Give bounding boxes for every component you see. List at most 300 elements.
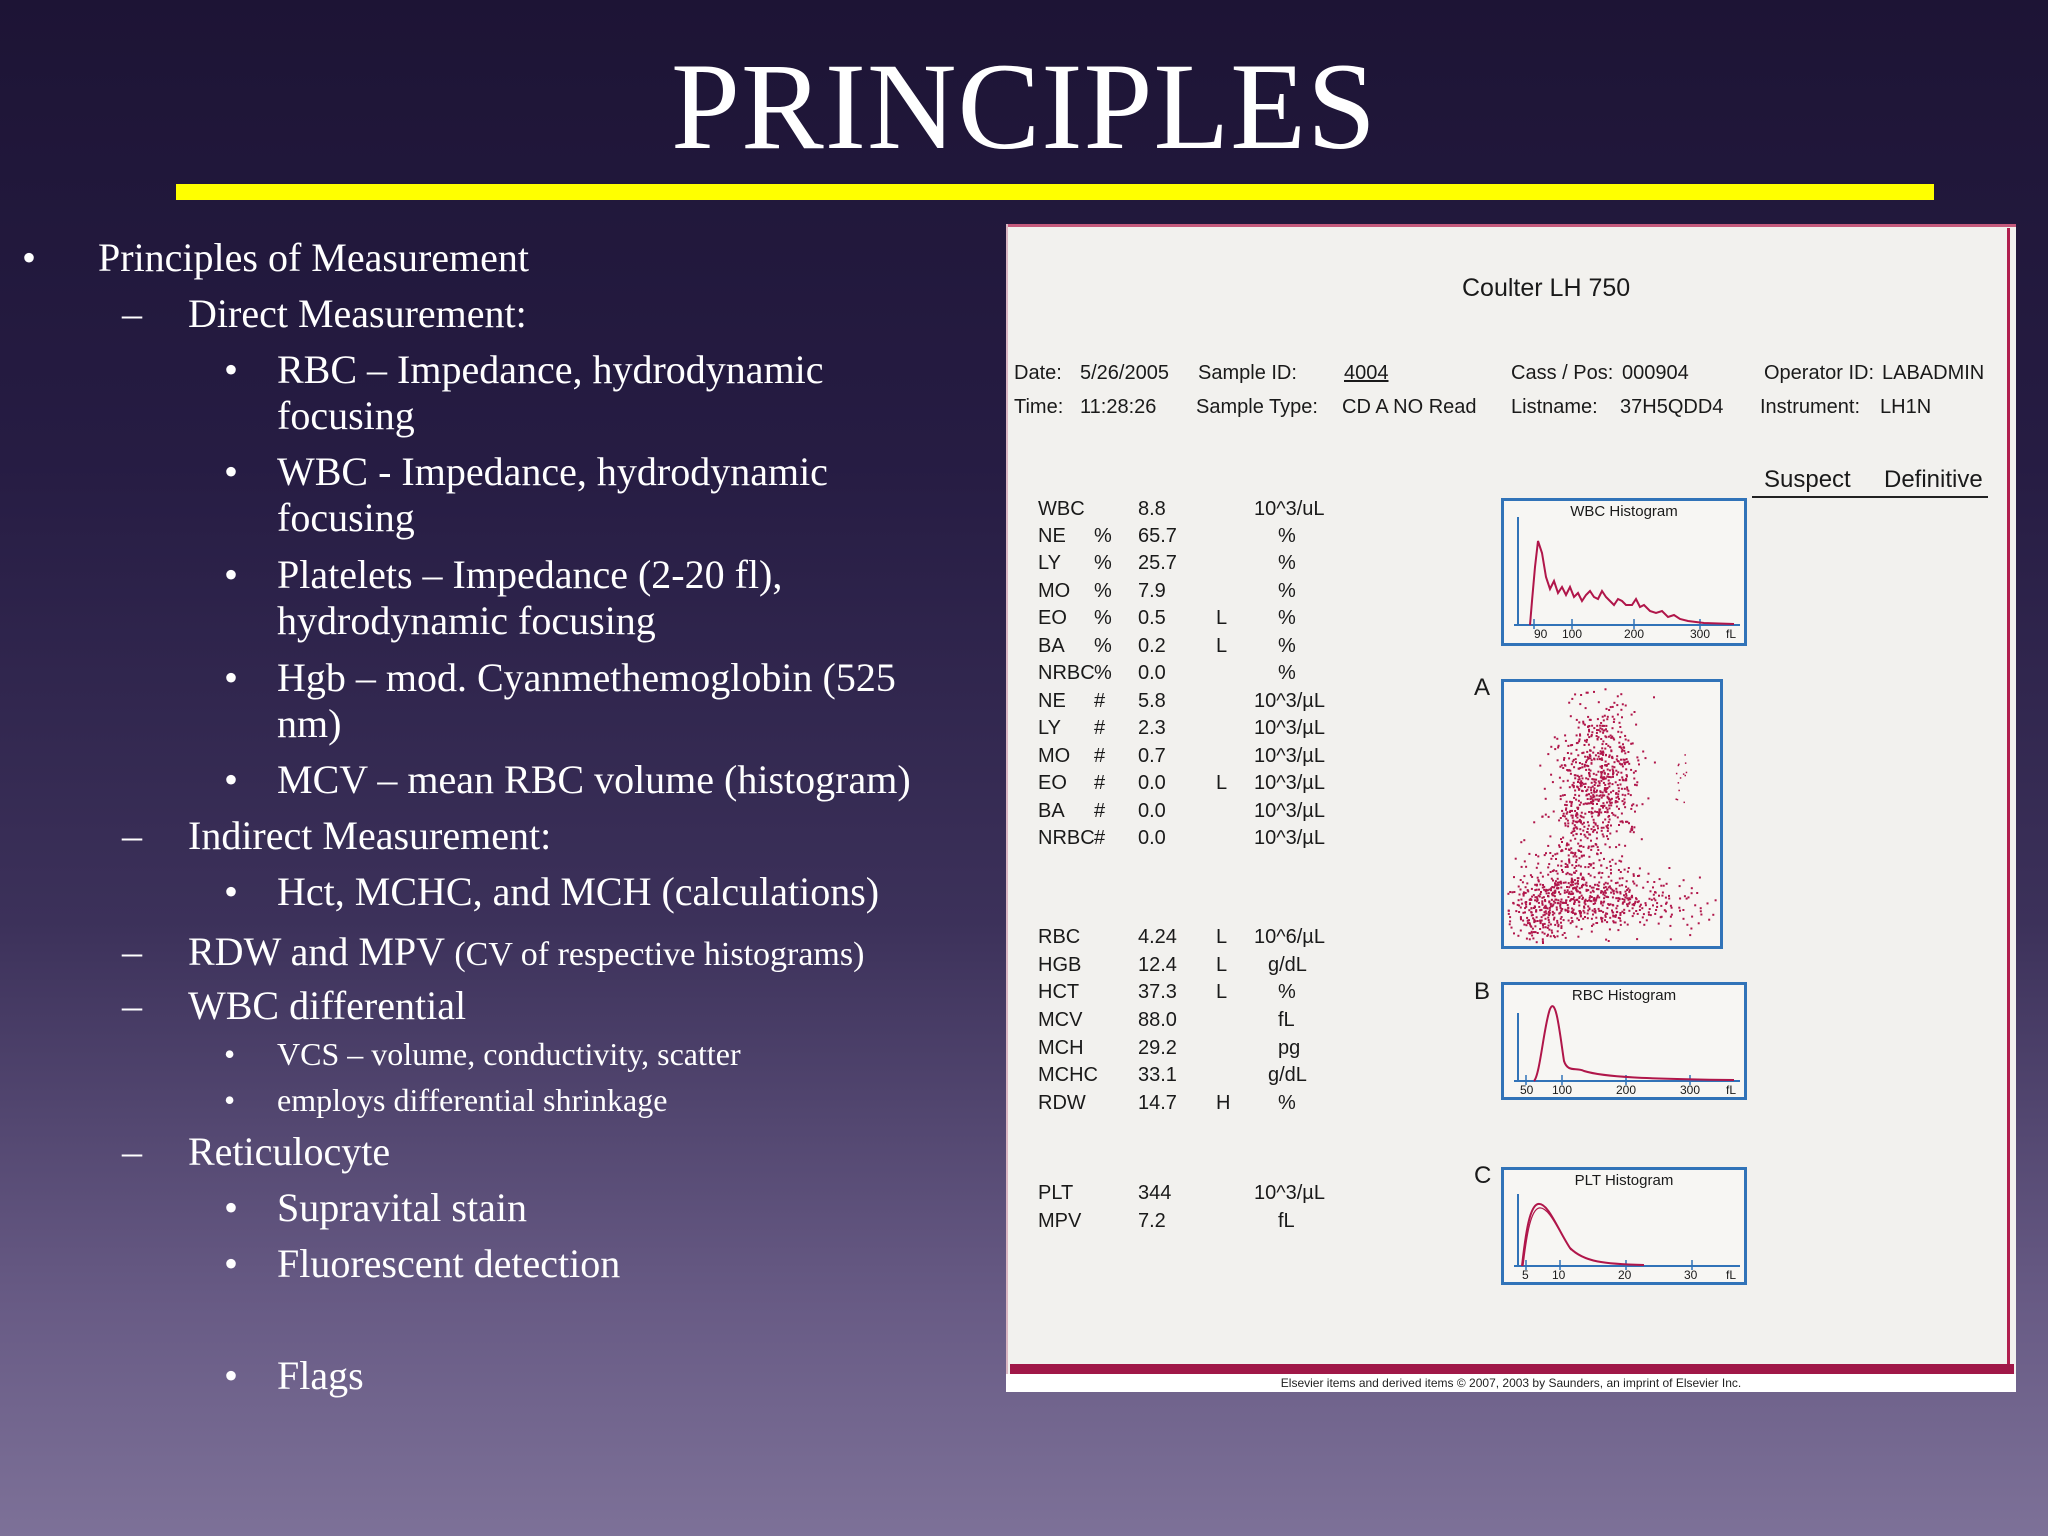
scatter-dot bbox=[1550, 889, 1552, 891]
scatter-dot bbox=[1588, 899, 1590, 901]
scatter-dot bbox=[1560, 927, 1562, 929]
result-sub: # bbox=[1094, 690, 1106, 712]
scatter-dot bbox=[1562, 815, 1564, 817]
scatter-dot bbox=[1587, 778, 1589, 780]
scatter-dot bbox=[1548, 816, 1550, 818]
scatter-dot bbox=[1575, 870, 1577, 872]
result-flag: L bbox=[1216, 981, 1228, 1003]
scatter-dot bbox=[1616, 905, 1618, 907]
scatter-dot bbox=[1570, 715, 1572, 717]
bullet-mark: • bbox=[224, 1082, 236, 1118]
scatter-dot bbox=[1581, 775, 1583, 777]
scatter-dot bbox=[1601, 827, 1603, 829]
scatter-dot bbox=[1642, 916, 1644, 918]
scatter-dot bbox=[1600, 903, 1602, 905]
scatter-dot bbox=[1609, 746, 1611, 748]
scatter-dot bbox=[1605, 764, 1607, 766]
scatter-dot bbox=[1561, 916, 1563, 918]
scatter-dot bbox=[1539, 896, 1541, 898]
scatter-dot bbox=[1570, 852, 1572, 854]
scatter-dot bbox=[1604, 819, 1606, 821]
scatter-dot bbox=[1621, 820, 1623, 822]
scatter-dot bbox=[1639, 921, 1641, 923]
scatter-dot bbox=[1591, 816, 1593, 818]
scatter-dot bbox=[1639, 867, 1641, 869]
scatter-dot bbox=[1578, 788, 1580, 790]
scatter-dot bbox=[1555, 880, 1557, 882]
scatter-dot bbox=[1635, 770, 1637, 772]
scatter-dot bbox=[1602, 904, 1604, 906]
scatter-dot bbox=[1617, 796, 1619, 798]
scatter-dot bbox=[1539, 893, 1541, 895]
scatter-dot bbox=[1616, 774, 1618, 776]
scatter-dot bbox=[1582, 897, 1584, 899]
scatter-dot bbox=[1525, 886, 1527, 888]
scatter-dot bbox=[1523, 924, 1525, 926]
scatter-dot bbox=[1572, 822, 1574, 824]
scatter-dot bbox=[1551, 899, 1553, 901]
scatter-dot bbox=[1615, 846, 1617, 848]
scatter-dot bbox=[1558, 819, 1560, 821]
scatter-dot bbox=[1546, 913, 1548, 915]
vcs-scatterplot bbox=[1501, 679, 1723, 949]
scatter-dot bbox=[1521, 866, 1523, 868]
scatter-dot bbox=[1612, 772, 1614, 774]
scatter-dot bbox=[1622, 877, 1624, 879]
scatter-dot bbox=[1602, 911, 1604, 913]
scatter-dot bbox=[1592, 786, 1594, 788]
scatter-dot bbox=[1608, 786, 1610, 788]
scatter-dot bbox=[1552, 894, 1554, 896]
scatter-dot bbox=[1578, 795, 1580, 797]
scatter-dot bbox=[1627, 740, 1629, 742]
scatter-dot bbox=[1583, 907, 1585, 909]
scatter-dot bbox=[1547, 917, 1549, 919]
scatter-dot bbox=[1666, 902, 1668, 904]
scatter-dot bbox=[1618, 824, 1620, 826]
scatter-dot bbox=[1633, 875, 1635, 877]
tick-label: fL bbox=[1726, 1268, 1737, 1282]
scatter-dot bbox=[1633, 873, 1635, 875]
scatter-dot bbox=[1571, 763, 1573, 765]
result-unit: 10^3/uL bbox=[1254, 498, 1325, 520]
scatter-dot bbox=[1601, 759, 1603, 761]
scatter-dot bbox=[1604, 811, 1606, 813]
scatter-dot bbox=[1632, 803, 1634, 805]
scatter-dot bbox=[1625, 762, 1627, 764]
scatter-dot bbox=[1577, 883, 1579, 885]
result-name: RBC bbox=[1038, 926, 1081, 948]
rbc-distribution-curve bbox=[1534, 1006, 1734, 1081]
scatter-dot bbox=[1577, 843, 1579, 845]
scatter-dot bbox=[1617, 695, 1619, 697]
scatter-dot bbox=[1598, 780, 1600, 782]
scatter-dot bbox=[1648, 911, 1650, 913]
scatter-dot bbox=[1598, 885, 1600, 887]
scatter-dot bbox=[1590, 789, 1592, 791]
scatter-dot bbox=[1628, 903, 1630, 905]
scatter-dot bbox=[1563, 813, 1565, 815]
scatter-dot bbox=[1619, 722, 1621, 724]
scatter-dot bbox=[1561, 869, 1563, 871]
scatter-dot bbox=[1611, 910, 1613, 912]
scatter-dot bbox=[1600, 917, 1602, 919]
result-value: 0.7 bbox=[1138, 745, 1166, 767]
scatter-dot bbox=[1604, 805, 1606, 807]
scatter-dot bbox=[1573, 828, 1575, 830]
scatter-dot bbox=[1572, 831, 1574, 833]
scatter-dot bbox=[1560, 922, 1562, 924]
scatter-dot bbox=[1690, 928, 1692, 930]
scatter-dot bbox=[1604, 787, 1606, 789]
sample-id-value: 4004 bbox=[1344, 362, 1389, 384]
scatter-dot bbox=[1586, 794, 1588, 796]
scatter-dot bbox=[1627, 924, 1629, 926]
scatter-dot bbox=[1567, 825, 1569, 827]
scatter-dot bbox=[1570, 899, 1572, 901]
scatter-dot bbox=[1572, 884, 1574, 886]
scatter-dot bbox=[1594, 910, 1596, 912]
scatter-dot bbox=[1620, 871, 1622, 873]
scatter-dot bbox=[1509, 920, 1511, 922]
scatter-dot bbox=[1700, 907, 1702, 909]
scatter-dot bbox=[1544, 933, 1546, 935]
scatter-dot bbox=[1655, 909, 1657, 911]
scatter-dot bbox=[1623, 798, 1625, 800]
scatter-dot bbox=[1574, 693, 1576, 695]
scatter-dot bbox=[1610, 706, 1612, 708]
scatter-dot bbox=[1610, 799, 1612, 801]
scatter-dot bbox=[1598, 910, 1600, 912]
scatter-dot bbox=[1617, 882, 1619, 884]
scatter-dot bbox=[1592, 831, 1594, 833]
scatter-dot bbox=[1638, 900, 1640, 902]
scatter-dot bbox=[1565, 899, 1567, 901]
scatter-dot bbox=[1662, 892, 1664, 894]
copyright-notice: Elsevier items and derived items © 2007, 2003 by Saunders, an imprint of Elsevier Inc. bbox=[1006, 1374, 2016, 1392]
scatter-dot bbox=[1584, 916, 1586, 918]
scatter-dot bbox=[1536, 941, 1538, 943]
scatter-dot bbox=[1542, 940, 1544, 942]
scatter-dot bbox=[1615, 914, 1617, 916]
scatter-dot bbox=[1585, 777, 1587, 779]
scatter-dot bbox=[1585, 761, 1587, 763]
result-unit: 10^3/µL bbox=[1254, 1182, 1325, 1204]
scatter-dot bbox=[1565, 825, 1567, 827]
scatter-dot bbox=[1537, 899, 1539, 901]
scatter-dot bbox=[1633, 912, 1635, 914]
scatter-dot bbox=[1557, 759, 1559, 761]
scatter-dot bbox=[1592, 890, 1594, 892]
scatter-dot bbox=[1610, 776, 1612, 778]
scatter-dot bbox=[1618, 808, 1620, 810]
slide-title: PRINCIPLES bbox=[671, 38, 1377, 175]
scatter-dot bbox=[1511, 891, 1513, 893]
report-frame-bottom bbox=[1010, 1364, 2014, 1374]
scatter-dot bbox=[1579, 778, 1581, 780]
scatter-dot bbox=[1565, 818, 1567, 820]
scatter-dot bbox=[1581, 782, 1583, 784]
scatter-dot bbox=[1619, 779, 1621, 781]
scatter-dot bbox=[1562, 871, 1564, 873]
scatter-dot bbox=[1620, 821, 1622, 823]
scatter-dot bbox=[1574, 867, 1576, 869]
scatter-dot bbox=[1548, 925, 1550, 927]
result-name: RDW bbox=[1038, 1092, 1086, 1114]
scatter-dot bbox=[1604, 772, 1606, 774]
scatter-dot bbox=[1623, 912, 1625, 914]
scatter-dot bbox=[1649, 898, 1651, 900]
result-value: 0.2 bbox=[1138, 635, 1166, 657]
scatter-dot bbox=[1592, 801, 1594, 803]
scatter-dot bbox=[1603, 719, 1605, 721]
scatter-dot bbox=[1574, 879, 1576, 881]
scatter-dot bbox=[1517, 935, 1519, 937]
scatter-dot bbox=[1620, 861, 1622, 863]
result-value: 8.8 bbox=[1138, 498, 1166, 520]
scatter-dot bbox=[1544, 788, 1546, 790]
tick-label: 300 bbox=[1690, 627, 1711, 641]
scatter-dot bbox=[1574, 838, 1576, 840]
result-unit: fL bbox=[1278, 1009, 1295, 1031]
scatter-dot bbox=[1626, 880, 1628, 882]
scatter-dot bbox=[1571, 698, 1573, 700]
scatter-dot bbox=[1612, 727, 1614, 729]
scatter-dot bbox=[1590, 891, 1592, 893]
bullet-wbc-diff: WBC differential bbox=[188, 983, 467, 1028]
scatter-dot bbox=[1592, 807, 1594, 809]
scatter-dot bbox=[1612, 706, 1614, 708]
bullet-wbc-cont: focusing bbox=[277, 495, 415, 540]
result-name: MO bbox=[1038, 745, 1071, 767]
scatter-dot bbox=[1599, 725, 1601, 727]
scatter-dot bbox=[1604, 715, 1606, 717]
scatter-dot bbox=[1625, 886, 1627, 888]
scatter-dot bbox=[1617, 929, 1619, 931]
scatter-dot bbox=[1575, 799, 1577, 801]
scatter-dot bbox=[1613, 739, 1615, 741]
scatter-dot bbox=[1624, 752, 1626, 754]
scatter-dot bbox=[1653, 696, 1655, 698]
bullet-hgb: Hgb – mod. Cyanmethemoglobin (525 bbox=[277, 655, 896, 700]
scatter-dot bbox=[1550, 858, 1552, 860]
scatter-dot bbox=[1565, 902, 1567, 904]
operator-label: Operator ID: bbox=[1764, 362, 1875, 384]
scatter-dot bbox=[1522, 912, 1524, 914]
scatter-dot bbox=[1552, 781, 1554, 783]
scatter-dot bbox=[1567, 896, 1569, 898]
scatter-dot bbox=[1581, 895, 1583, 897]
scatter-dot bbox=[1620, 924, 1622, 926]
scatter-dot bbox=[1607, 903, 1609, 905]
scatter-dot bbox=[1572, 820, 1574, 822]
scatter-dot bbox=[1575, 815, 1577, 817]
scatter-dot bbox=[1587, 900, 1589, 902]
scatter-dot bbox=[1591, 900, 1593, 902]
scatter-dot bbox=[1579, 703, 1581, 705]
scatter-dot bbox=[1606, 913, 1608, 915]
scatter-dot bbox=[1600, 722, 1602, 724]
scatter-dot bbox=[1557, 887, 1559, 889]
scatter-dot bbox=[1594, 884, 1596, 886]
result-value: 0.0 bbox=[1138, 827, 1166, 849]
scatter-dot bbox=[1558, 913, 1560, 915]
bullet-list bbox=[0, 0, 980, 1536]
scatter-dot bbox=[1602, 794, 1604, 796]
scatter-dot bbox=[1618, 742, 1620, 744]
scatter-dot bbox=[1545, 852, 1547, 854]
wbc-distribution-curve bbox=[1530, 541, 1734, 625]
scatter-dot bbox=[1660, 885, 1662, 887]
scatter-dot bbox=[1651, 899, 1653, 901]
scatter-dot bbox=[1638, 763, 1640, 765]
scatter-dot bbox=[1528, 853, 1530, 855]
scatter-dot bbox=[1590, 750, 1592, 752]
scatter-dot bbox=[1622, 743, 1624, 745]
scatter-dot bbox=[1588, 866, 1590, 868]
scatter-dot bbox=[1593, 773, 1595, 775]
scatter-dot bbox=[1610, 892, 1612, 894]
scatter-dot bbox=[1652, 886, 1654, 888]
bullet-mark: • bbox=[224, 1241, 239, 1286]
scatter-dot bbox=[1600, 805, 1602, 807]
scatter-dot bbox=[1612, 911, 1614, 913]
scatter-dot bbox=[1548, 913, 1550, 915]
scatter-dot bbox=[1624, 845, 1626, 847]
scatter-dot bbox=[1658, 895, 1660, 897]
scatter-dot bbox=[1565, 873, 1567, 875]
scatter-dot bbox=[1574, 872, 1576, 874]
scatter-dot bbox=[1530, 874, 1532, 876]
scatter-dot bbox=[1571, 882, 1573, 884]
scatter-dot bbox=[1632, 907, 1634, 909]
scatter-dot bbox=[1680, 777, 1682, 779]
scatter-dot bbox=[1543, 896, 1545, 898]
scatter-dot bbox=[1560, 865, 1562, 867]
scatter-dot bbox=[1599, 731, 1601, 733]
scatter-dot bbox=[1643, 913, 1645, 915]
scatter-dot bbox=[1585, 783, 1587, 785]
result-unit: % bbox=[1278, 580, 1296, 602]
scatter-dot bbox=[1599, 859, 1601, 861]
scatter-dot bbox=[1573, 856, 1575, 858]
scatter-dot bbox=[1629, 889, 1631, 891]
scatter-dot bbox=[1613, 766, 1615, 768]
scatter-dot bbox=[1708, 919, 1710, 921]
report-frame-right bbox=[2007, 228, 2010, 1378]
scatter-dot bbox=[1539, 765, 1541, 767]
scatter-dot bbox=[1602, 821, 1604, 823]
scatter-dot bbox=[1605, 778, 1607, 780]
result-unit: 10^6/µL bbox=[1254, 926, 1325, 948]
scatter-dot bbox=[1564, 909, 1566, 911]
result-unit: 10^3/µL bbox=[1254, 800, 1325, 822]
suspect-label: Suspect bbox=[1764, 466, 1851, 493]
scatter-dot bbox=[1542, 926, 1544, 928]
bullet-hgb-cont: nm) bbox=[277, 701, 342, 746]
scatter-dot bbox=[1623, 909, 1625, 911]
scatter-dot bbox=[1541, 900, 1543, 902]
scatter-dot bbox=[1624, 921, 1626, 923]
scatter-dot bbox=[1573, 782, 1575, 784]
scatter-dot bbox=[1616, 806, 1618, 808]
scatter-dot bbox=[1630, 794, 1632, 796]
scatter-dot bbox=[1592, 923, 1594, 925]
scatter-dot bbox=[1580, 874, 1582, 876]
scatter-dot bbox=[1568, 882, 1570, 884]
tick-label: 30 bbox=[1684, 1268, 1698, 1282]
scatter-dot bbox=[1561, 849, 1563, 851]
scatter-dot bbox=[1597, 853, 1599, 855]
result-sub: % bbox=[1094, 607, 1112, 629]
scatter-dot bbox=[1531, 935, 1533, 937]
scatter-dot bbox=[1554, 736, 1556, 738]
scatter-dot bbox=[1647, 797, 1649, 799]
scatter-dot bbox=[1617, 801, 1619, 803]
scatter-dot bbox=[1564, 765, 1566, 767]
scatter-dot bbox=[1603, 782, 1605, 784]
scatter-dot bbox=[1540, 891, 1542, 893]
scatter-dot bbox=[1522, 881, 1524, 883]
scatter-dot bbox=[1613, 721, 1615, 723]
scatter-dot bbox=[1700, 910, 1702, 912]
scatter-dot bbox=[1620, 920, 1622, 922]
result-sub: # bbox=[1094, 745, 1106, 767]
scatter-dot bbox=[1584, 866, 1586, 868]
scatter-dot bbox=[1556, 922, 1558, 924]
scatter-dot bbox=[1678, 790, 1680, 792]
result-unit: % bbox=[1278, 662, 1296, 684]
scatter-dot bbox=[1613, 893, 1615, 895]
scatter-dot bbox=[1565, 740, 1567, 742]
scatter-dot bbox=[1528, 932, 1530, 934]
scatter-dot bbox=[1569, 801, 1571, 803]
scatter-dot bbox=[1576, 734, 1578, 736]
scatter-dot bbox=[1619, 726, 1621, 728]
result-unit: % bbox=[1278, 552, 1296, 574]
scatter-dot bbox=[1621, 716, 1623, 718]
bullet-fluorescent: Fluorescent detection bbox=[277, 1241, 621, 1286]
scatter-dot bbox=[1576, 821, 1578, 823]
scatter-dot bbox=[1579, 738, 1581, 740]
scatter-dot bbox=[1578, 901, 1580, 903]
scatter-dot bbox=[1511, 927, 1513, 929]
scatter-dot bbox=[1712, 914, 1714, 916]
scatter-dot bbox=[1631, 896, 1633, 898]
result-sub: % bbox=[1094, 580, 1112, 602]
scatter-dot bbox=[1661, 895, 1663, 897]
scatter-dot bbox=[1685, 775, 1687, 777]
result-flag: L bbox=[1216, 772, 1228, 794]
scatter-dot bbox=[1600, 901, 1602, 903]
tick-label: fL bbox=[1726, 627, 1737, 641]
scatter-dot bbox=[1686, 898, 1688, 900]
scatter-dot bbox=[1607, 787, 1609, 789]
tick-label: 100 bbox=[1562, 627, 1583, 641]
scatter-dot bbox=[1614, 761, 1616, 763]
scatter-dot bbox=[1623, 894, 1625, 896]
scatter-dot bbox=[1542, 816, 1544, 818]
scatter-dot bbox=[1602, 752, 1604, 754]
scatter-dot bbox=[1653, 894, 1655, 896]
scatter-dot bbox=[1670, 905, 1672, 907]
scatter-dot bbox=[1601, 765, 1603, 767]
scatter-dot bbox=[1550, 774, 1552, 776]
result-name: NRBC bbox=[1038, 827, 1095, 849]
scatter-dot bbox=[1700, 914, 1702, 916]
scatter-dot bbox=[1520, 899, 1522, 901]
scatter-dot bbox=[1553, 919, 1555, 921]
